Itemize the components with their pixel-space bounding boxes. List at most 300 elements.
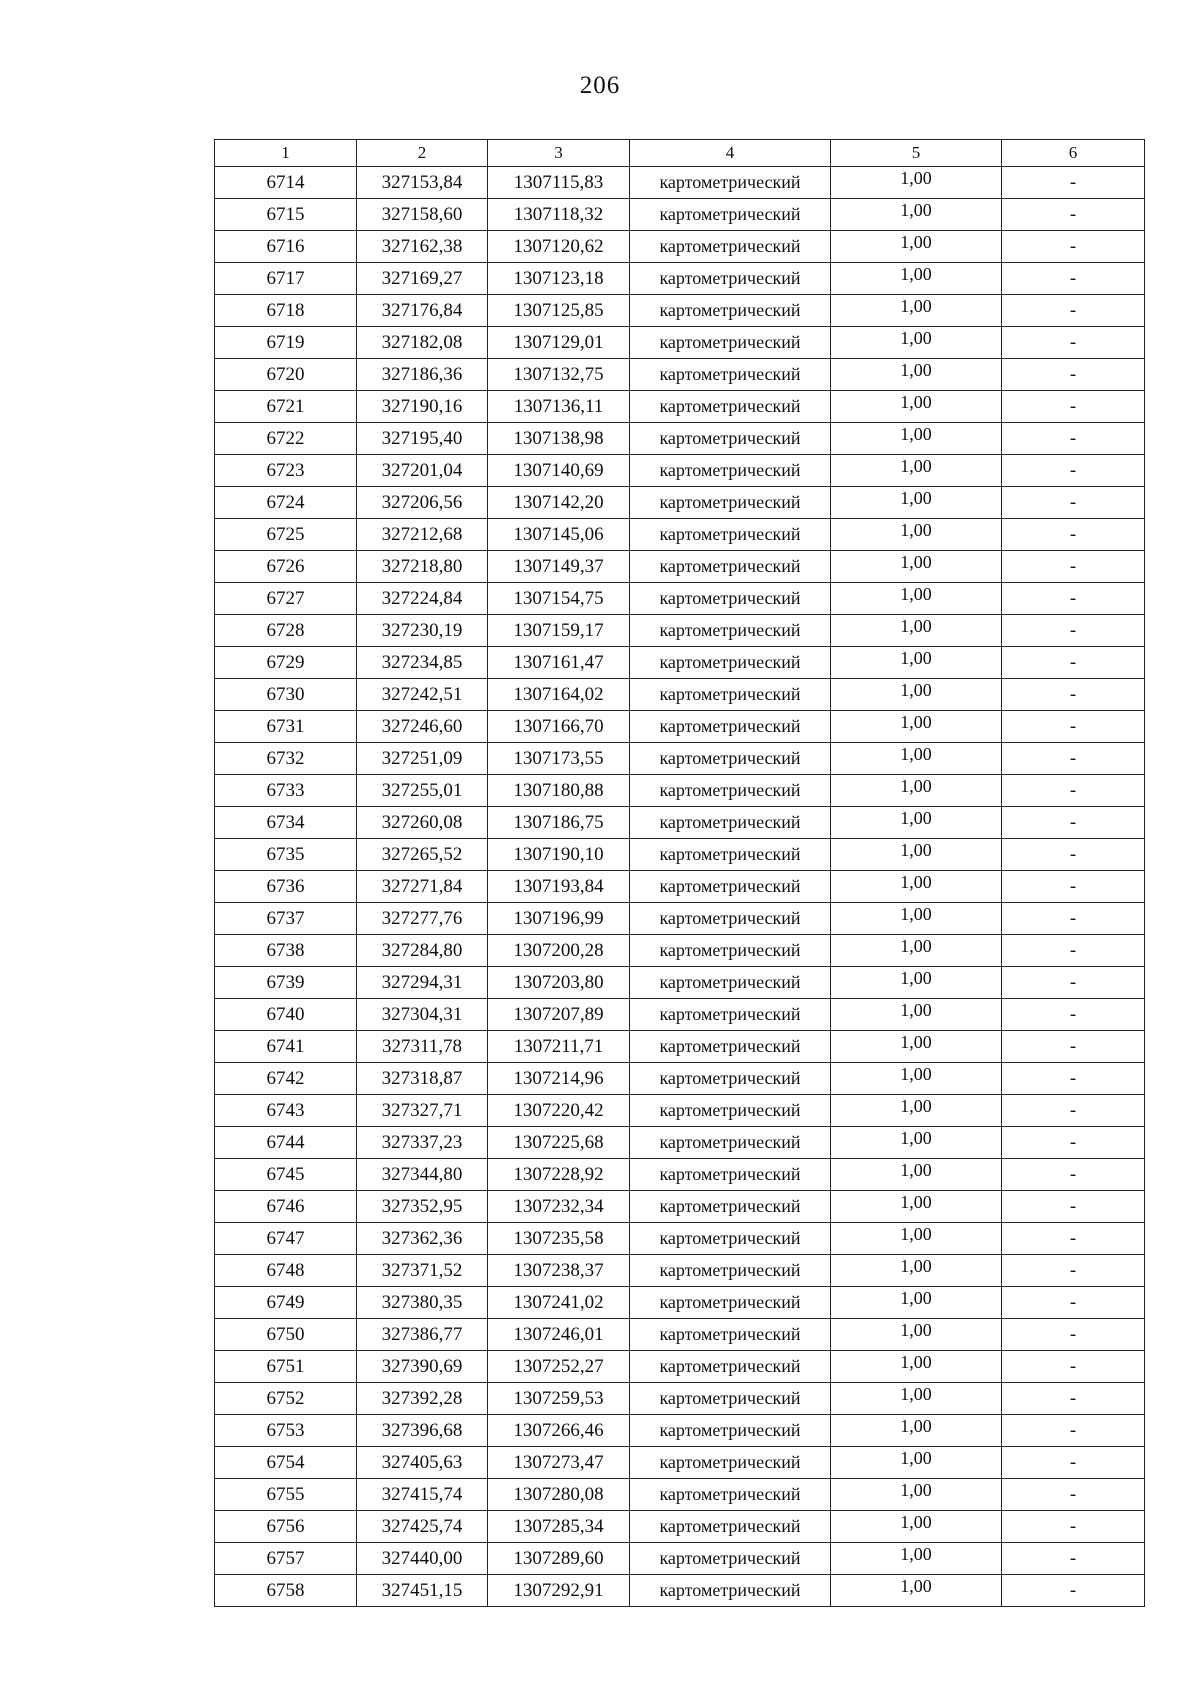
y-coordinate-cell: 1307214,96 (488, 1063, 630, 1095)
accuracy-cell: 1,00 (831, 455, 1002, 487)
note-cell: - (1002, 1255, 1145, 1287)
x-coordinate-cell: 327327,71 (357, 1095, 488, 1127)
point-number-cell: 6755 (215, 1479, 357, 1511)
x-coordinate-cell: 327162,38 (357, 231, 488, 263)
x-coordinate-cell: 327386,77 (357, 1319, 488, 1351)
table-row (215, 1287, 1145, 1319)
x-coordinate-cell: 327380,35 (357, 1287, 488, 1319)
x-coordinate-cell: 327311,78 (357, 1031, 488, 1063)
accuracy-cell: 1,00 (831, 1511, 1002, 1543)
table-row (215, 327, 1145, 359)
y-coordinate-cell: 1307220,42 (488, 1095, 630, 1127)
note-cell: - (1002, 1063, 1145, 1095)
y-coordinate-cell: 1307193,84 (488, 871, 630, 903)
note-cell: - (1002, 1095, 1145, 1127)
x-coordinate-cell: 327218,80 (357, 551, 488, 583)
y-coordinate-cell: 1307196,99 (488, 903, 630, 935)
accuracy-cell: 1,00 (831, 647, 1002, 679)
point-number-cell: 6743 (215, 1095, 357, 1127)
point-number-cell: 6717 (215, 263, 357, 295)
note-cell: - (1002, 391, 1145, 423)
table-row (215, 1415, 1145, 1447)
table-row (215, 1255, 1145, 1287)
y-coordinate-cell: 1307285,34 (488, 1511, 630, 1543)
note-cell: - (1002, 1383, 1145, 1415)
table-row (215, 359, 1145, 391)
y-coordinate-cell: 1307115,83 (488, 167, 630, 199)
accuracy-cell: 1,00 (831, 1479, 1002, 1511)
method-cell: картометрический (630, 999, 831, 1031)
method-cell: картометрический (630, 295, 831, 327)
note-cell: - (1002, 999, 1145, 1031)
x-coordinate-cell: 327242,51 (357, 679, 488, 711)
x-coordinate-cell: 327371,52 (357, 1255, 488, 1287)
method-cell: картометрический (630, 935, 831, 967)
table-row (215, 935, 1145, 967)
accuracy-cell: 1,00 (831, 743, 1002, 775)
accuracy-cell: 1,00 (831, 679, 1002, 711)
x-coordinate-cell: 327158,60 (357, 199, 488, 231)
method-cell: картометрический (630, 679, 831, 711)
y-coordinate-cell: 1307173,55 (488, 743, 630, 775)
x-coordinate-cell: 327440,00 (357, 1543, 488, 1575)
x-coordinate-cell: 327255,01 (357, 775, 488, 807)
method-cell: картометрический (630, 1319, 831, 1351)
y-coordinate-cell: 1307120,62 (488, 231, 630, 263)
note-cell: - (1002, 679, 1145, 711)
y-coordinate-cell: 1307123,18 (488, 263, 630, 295)
y-coordinate-cell: 1307132,75 (488, 359, 630, 391)
accuracy-cell: 1,00 (831, 1351, 1002, 1383)
note-cell: - (1002, 1511, 1145, 1543)
point-number-cell: 6723 (215, 455, 357, 487)
accuracy-cell: 1,00 (831, 935, 1002, 967)
method-cell: картометрический (630, 231, 831, 263)
accuracy-cell: 1,00 (831, 167, 1002, 199)
x-coordinate-cell: 327212,68 (357, 519, 488, 551)
method-cell: картометрический (630, 583, 831, 615)
method-cell: картометрический (630, 1575, 831, 1607)
table-row (215, 167, 1145, 199)
accuracy-cell: 1,00 (831, 295, 1002, 327)
accuracy-cell: 1,00 (831, 1031, 1002, 1063)
note-cell: - (1002, 935, 1145, 967)
x-coordinate-cell: 327277,76 (357, 903, 488, 935)
point-number-cell: 6746 (215, 1191, 357, 1223)
table-row (215, 1031, 1145, 1063)
x-coordinate-cell: 327405,63 (357, 1447, 488, 1479)
table-row (215, 839, 1145, 871)
method-cell: картометрический (630, 1031, 831, 1063)
accuracy-cell: 1,00 (831, 999, 1002, 1031)
x-coordinate-cell: 327230,19 (357, 615, 488, 647)
point-number-cell: 6739 (215, 967, 357, 999)
point-number-cell: 6747 (215, 1223, 357, 1255)
table-row (215, 647, 1145, 679)
accuracy-cell: 1,00 (831, 1255, 1002, 1287)
table-row (215, 1447, 1145, 1479)
method-cell: картометрический (630, 487, 831, 519)
table-row (215, 1575, 1145, 1607)
method-cell: картометрический (630, 1159, 831, 1191)
y-coordinate-cell: 1307252,27 (488, 1351, 630, 1383)
point-number-cell: 6724 (215, 487, 357, 519)
accuracy-cell: 1,00 (831, 1191, 1002, 1223)
method-cell: картометрический (630, 199, 831, 231)
accuracy-cell: 1,00 (831, 391, 1002, 423)
y-coordinate-cell: 1307125,85 (488, 295, 630, 327)
y-coordinate-cell: 1307203,80 (488, 967, 630, 999)
x-coordinate-cell: 327246,60 (357, 711, 488, 743)
note-cell: - (1002, 1575, 1145, 1607)
note-cell: - (1002, 263, 1145, 295)
method-cell: картометрический (630, 839, 831, 871)
method-cell: картометрический (630, 807, 831, 839)
point-number-cell: 6749 (215, 1287, 357, 1319)
note-cell: - (1002, 1447, 1145, 1479)
table-row (215, 1191, 1145, 1223)
point-number-cell: 6744 (215, 1127, 357, 1159)
point-number-cell: 6748 (215, 1255, 357, 1287)
accuracy-cell: 1,00 (831, 1127, 1002, 1159)
x-coordinate-cell: 327190,16 (357, 391, 488, 423)
note-cell: - (1002, 1223, 1145, 1255)
table-row (215, 199, 1145, 231)
table-row (215, 775, 1145, 807)
table-row (215, 615, 1145, 647)
table-row (215, 1511, 1145, 1543)
accuracy-cell: 1,00 (831, 1223, 1002, 1255)
accuracy-cell: 1,00 (831, 903, 1002, 935)
y-coordinate-cell: 1307200,28 (488, 935, 630, 967)
method-cell: картометрический (630, 327, 831, 359)
note-cell: - (1002, 359, 1145, 391)
x-coordinate-cell: 327206,56 (357, 487, 488, 519)
table-row (215, 231, 1145, 263)
method-cell: картометрический (630, 1287, 831, 1319)
x-coordinate-cell: 327396,68 (357, 1415, 488, 1447)
note-cell: - (1002, 295, 1145, 327)
table-row (215, 1351, 1145, 1383)
y-coordinate-cell: 1307149,37 (488, 551, 630, 583)
y-coordinate-cell: 1307190,10 (488, 839, 630, 871)
point-number-cell: 6727 (215, 583, 357, 615)
table-row (215, 1063, 1145, 1095)
accuracy-cell: 1,00 (831, 1095, 1002, 1127)
coordinates-table (214, 139, 1145, 1607)
note-cell: - (1002, 903, 1145, 935)
method-cell: картометрический (630, 743, 831, 775)
table-row (215, 487, 1145, 519)
point-number-cell: 6750 (215, 1319, 357, 1351)
method-cell: картометрический (630, 1479, 831, 1511)
y-coordinate-cell: 1307232,34 (488, 1191, 630, 1223)
x-coordinate-cell: 327337,23 (357, 1127, 488, 1159)
accuracy-cell: 1,00 (831, 1383, 1002, 1415)
method-cell: картометрический (630, 647, 831, 679)
y-coordinate-cell: 1307211,71 (488, 1031, 630, 1063)
y-coordinate-cell: 1307241,02 (488, 1287, 630, 1319)
accuracy-cell: 1,00 (831, 551, 1002, 583)
table-row (215, 1095, 1145, 1127)
x-coordinate-cell: 327234,85 (357, 647, 488, 679)
y-coordinate-cell: 1307142,20 (488, 487, 630, 519)
y-coordinate-cell: 1307161,47 (488, 647, 630, 679)
table-row (215, 807, 1145, 839)
method-cell: картометрический (630, 871, 831, 903)
y-coordinate-cell: 1307140,69 (488, 455, 630, 487)
note-cell: - (1002, 551, 1145, 583)
x-coordinate-cell: 327344,80 (357, 1159, 488, 1191)
column-header: 3 (488, 140, 630, 167)
x-coordinate-cell: 327186,36 (357, 359, 488, 391)
point-number-cell: 6731 (215, 711, 357, 743)
table-row (215, 743, 1145, 775)
x-coordinate-cell: 327362,36 (357, 1223, 488, 1255)
point-number-cell: 6726 (215, 551, 357, 583)
table-row (215, 551, 1145, 583)
note-cell: - (1002, 775, 1145, 807)
point-number-cell: 6720 (215, 359, 357, 391)
method-cell: картометрический (630, 359, 831, 391)
table-row (215, 903, 1145, 935)
point-number-cell: 6740 (215, 999, 357, 1031)
y-coordinate-cell: 1307238,37 (488, 1255, 630, 1287)
y-coordinate-cell: 1307180,88 (488, 775, 630, 807)
x-coordinate-cell: 327176,84 (357, 295, 488, 327)
accuracy-cell: 1,00 (831, 1447, 1002, 1479)
point-number-cell: 6752 (215, 1383, 357, 1415)
table-row (215, 1159, 1145, 1191)
table-row (215, 583, 1145, 615)
table-row (215, 871, 1145, 903)
x-coordinate-cell: 327195,40 (357, 423, 488, 455)
accuracy-cell: 1,00 (831, 615, 1002, 647)
table-header-row (215, 140, 1145, 167)
x-coordinate-cell: 327224,84 (357, 583, 488, 615)
point-number-cell: 6714 (215, 167, 357, 199)
method-cell: картометрический (630, 711, 831, 743)
point-number-cell: 6734 (215, 807, 357, 839)
accuracy-cell: 1,00 (831, 1543, 1002, 1575)
note-cell: - (1002, 167, 1145, 199)
note-cell: - (1002, 1479, 1145, 1511)
point-number-cell: 6757 (215, 1543, 357, 1575)
y-coordinate-cell: 1307138,98 (488, 423, 630, 455)
accuracy-cell: 1,00 (831, 199, 1002, 231)
point-number-cell: 6719 (215, 327, 357, 359)
y-coordinate-cell: 1307164,02 (488, 679, 630, 711)
note-cell: - (1002, 743, 1145, 775)
note-cell: - (1002, 871, 1145, 903)
table-body (215, 167, 1145, 1607)
method-cell: картометрический (630, 391, 831, 423)
method-cell: картометрический (630, 1255, 831, 1287)
y-coordinate-cell: 1307207,89 (488, 999, 630, 1031)
x-coordinate-cell: 327390,69 (357, 1351, 488, 1383)
accuracy-cell: 1,00 (831, 807, 1002, 839)
point-number-cell: 6754 (215, 1447, 357, 1479)
method-cell: картометрический (630, 903, 831, 935)
table-row (215, 423, 1145, 455)
x-coordinate-cell: 327251,09 (357, 743, 488, 775)
y-coordinate-cell: 1307235,58 (488, 1223, 630, 1255)
x-coordinate-cell: 327284,80 (357, 935, 488, 967)
x-coordinate-cell: 327294,31 (357, 967, 488, 999)
table-row (215, 263, 1145, 295)
note-cell: - (1002, 487, 1145, 519)
method-cell: картометрический (630, 167, 831, 199)
column-header: 5 (831, 140, 1002, 167)
method-cell: картометрический (630, 455, 831, 487)
point-number-cell: 6751 (215, 1351, 357, 1383)
point-number-cell: 6742 (215, 1063, 357, 1095)
point-number-cell: 6753 (215, 1415, 357, 1447)
accuracy-cell: 1,00 (831, 839, 1002, 871)
accuracy-cell: 1,00 (831, 327, 1002, 359)
x-coordinate-cell: 327169,27 (357, 263, 488, 295)
accuracy-cell: 1,00 (831, 263, 1002, 295)
table-row (215, 679, 1145, 711)
method-cell: картометрический (630, 1383, 831, 1415)
note-cell: - (1002, 1191, 1145, 1223)
y-coordinate-cell: 1307292,91 (488, 1575, 630, 1607)
y-coordinate-cell: 1307186,75 (488, 807, 630, 839)
point-number-cell: 6741 (215, 1031, 357, 1063)
method-cell: картометрический (630, 263, 831, 295)
point-number-cell: 6729 (215, 647, 357, 679)
method-cell: картометрический (630, 551, 831, 583)
method-cell: картометрический (630, 615, 831, 647)
method-cell: картометрический (630, 423, 831, 455)
note-cell: - (1002, 231, 1145, 263)
column-header: 2 (357, 140, 488, 167)
method-cell: картометрический (630, 1447, 831, 1479)
note-cell: - (1002, 1287, 1145, 1319)
note-cell: - (1002, 807, 1145, 839)
method-cell: картометрический (630, 519, 831, 551)
y-coordinate-cell: 1307259,53 (488, 1383, 630, 1415)
y-coordinate-cell: 1307118,32 (488, 199, 630, 231)
table-row (215, 1383, 1145, 1415)
accuracy-cell: 1,00 (831, 423, 1002, 455)
point-number-cell: 6721 (215, 391, 357, 423)
note-cell: - (1002, 1159, 1145, 1191)
table-row (215, 1223, 1145, 1255)
point-number-cell: 6732 (215, 743, 357, 775)
y-coordinate-cell: 1307159,17 (488, 615, 630, 647)
note-cell: - (1002, 519, 1145, 551)
note-cell: - (1002, 1543, 1145, 1575)
table-row (215, 295, 1145, 327)
column-header: 6 (1002, 140, 1145, 167)
note-cell: - (1002, 647, 1145, 679)
point-number-cell: 6725 (215, 519, 357, 551)
table-row (215, 391, 1145, 423)
accuracy-cell: 1,00 (831, 871, 1002, 903)
point-number-cell: 6733 (215, 775, 357, 807)
accuracy-cell: 1,00 (831, 711, 1002, 743)
note-cell: - (1002, 423, 1145, 455)
table-row (215, 999, 1145, 1031)
note-cell: - (1002, 455, 1145, 487)
y-coordinate-cell: 1307266,46 (488, 1415, 630, 1447)
y-coordinate-cell: 1307166,70 (488, 711, 630, 743)
x-coordinate-cell: 327304,31 (357, 999, 488, 1031)
point-number-cell: 6716 (215, 231, 357, 263)
x-coordinate-cell: 327260,08 (357, 807, 488, 839)
note-cell: - (1002, 583, 1145, 615)
note-cell: - (1002, 839, 1145, 871)
y-coordinate-cell: 1307136,11 (488, 391, 630, 423)
x-coordinate-cell: 327153,84 (357, 167, 488, 199)
accuracy-cell: 1,00 (831, 1575, 1002, 1607)
column-header: 4 (630, 140, 831, 167)
x-coordinate-cell: 327415,74 (357, 1479, 488, 1511)
accuracy-cell: 1,00 (831, 1319, 1002, 1351)
note-cell: - (1002, 967, 1145, 999)
y-coordinate-cell: 1307154,75 (488, 583, 630, 615)
accuracy-cell: 1,00 (831, 1159, 1002, 1191)
note-cell: - (1002, 1351, 1145, 1383)
accuracy-cell: 1,00 (831, 487, 1002, 519)
note-cell: - (1002, 1127, 1145, 1159)
column-header: 1 (215, 140, 357, 167)
accuracy-cell: 1,00 (831, 1415, 1002, 1447)
point-number-cell: 6728 (215, 615, 357, 647)
accuracy-cell: 1,00 (831, 1063, 1002, 1095)
method-cell: картометрический (630, 1351, 831, 1383)
x-coordinate-cell: 327265,52 (357, 839, 488, 871)
point-number-cell: 6722 (215, 423, 357, 455)
point-number-cell: 6736 (215, 871, 357, 903)
y-coordinate-cell: 1307246,01 (488, 1319, 630, 1351)
method-cell: картометрический (630, 1543, 831, 1575)
note-cell: - (1002, 199, 1145, 231)
accuracy-cell: 1,00 (831, 519, 1002, 551)
accuracy-cell: 1,00 (831, 775, 1002, 807)
method-cell: картометрический (630, 1415, 831, 1447)
method-cell: картометрический (630, 1511, 831, 1543)
table-row (215, 1479, 1145, 1511)
y-coordinate-cell: 1307273,47 (488, 1447, 630, 1479)
accuracy-cell: 1,00 (831, 231, 1002, 263)
table-row (215, 967, 1145, 999)
table-row (215, 711, 1145, 743)
point-number-cell: 6735 (215, 839, 357, 871)
table-row (215, 1127, 1145, 1159)
y-coordinate-cell: 1307129,01 (488, 327, 630, 359)
method-cell: картометрический (630, 1127, 831, 1159)
x-coordinate-cell: 327182,08 (357, 327, 488, 359)
method-cell: картометрический (630, 1095, 831, 1127)
point-number-cell: 6737 (215, 903, 357, 935)
x-coordinate-cell: 327425,74 (357, 1511, 488, 1543)
point-number-cell: 6715 (215, 199, 357, 231)
accuracy-cell: 1,00 (831, 967, 1002, 999)
y-coordinate-cell: 1307289,60 (488, 1543, 630, 1575)
point-number-cell: 6758 (215, 1575, 357, 1607)
x-coordinate-cell: 327318,87 (357, 1063, 488, 1095)
method-cell: картометрический (630, 1191, 831, 1223)
table-row (215, 519, 1145, 551)
method-cell: картометрический (630, 967, 831, 999)
accuracy-cell: 1,00 (831, 1287, 1002, 1319)
x-coordinate-cell: 327352,95 (357, 1191, 488, 1223)
point-number-cell: 6738 (215, 935, 357, 967)
note-cell: - (1002, 327, 1145, 359)
x-coordinate-cell: 327451,15 (357, 1575, 488, 1607)
